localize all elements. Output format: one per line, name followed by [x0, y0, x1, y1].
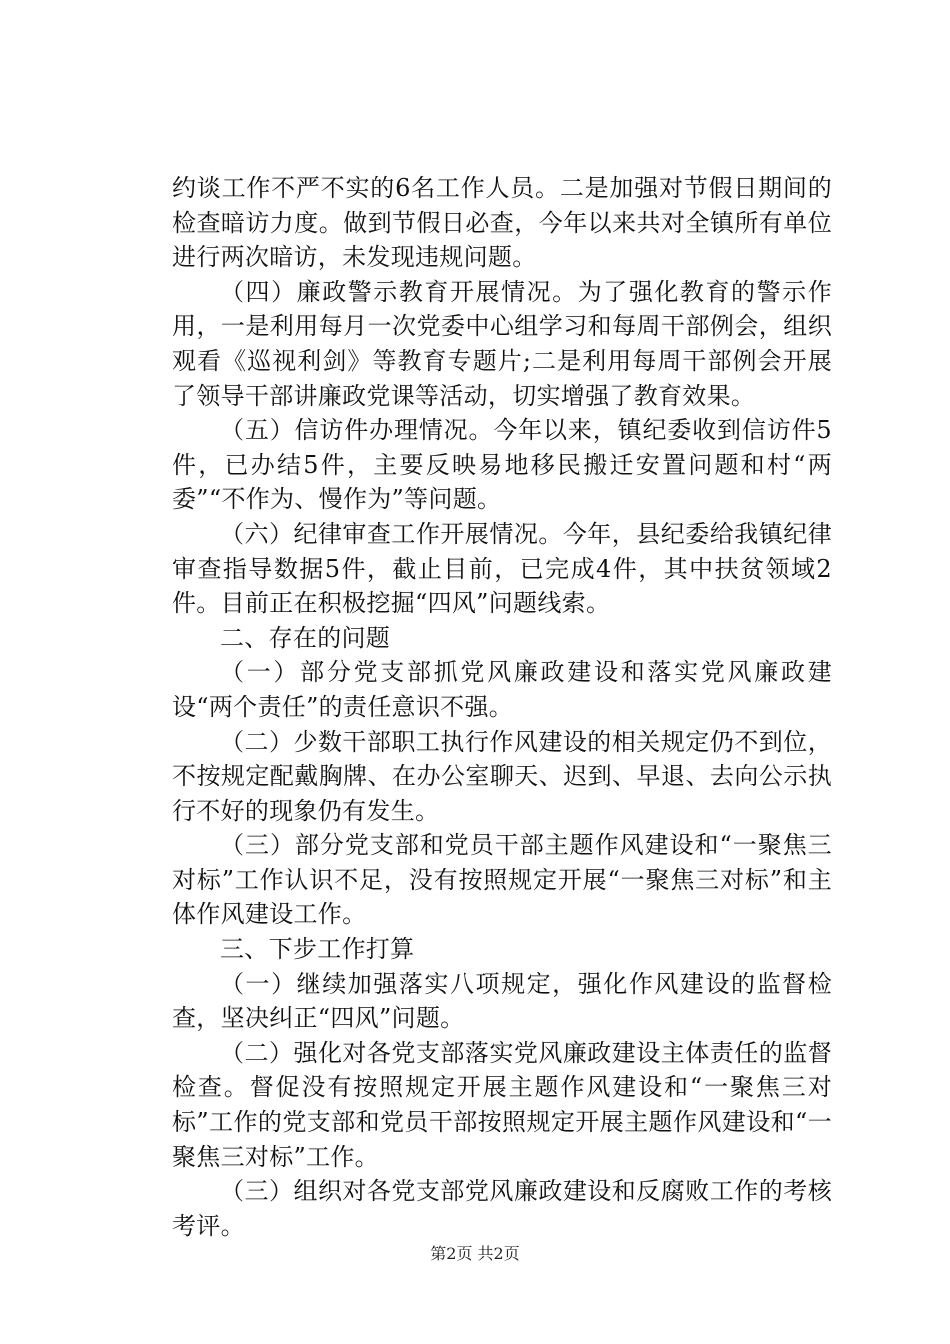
paragraph-discipline-review: （六）纪律审查工作开展情况。今年，县纪委给我镇纪律审查指导数据5件，截止目前，已完成4件，其中扶贫领域2件。目前正在积极挖掘“四风”问题线索。 [172, 519, 832, 618]
paragraph-problem-2: （二）少数干部职工执行作风建设的相关规定仍不到位，不按规定配戴胸牌、在办公室聊天、迟到、早退、去向公示执行不好的现象仍有发生。 [172, 727, 832, 825]
paragraph-next-step-3: （三）组织对各党支部党风廉政建设和反腐败工作的考核考评。 [172, 1177, 832, 1240]
section-heading-next-steps: 三、下步工作打算 [220, 935, 415, 964]
page-number-footer: 第2页 共2页 [430, 1244, 520, 1263]
paragraph-next-step-1: （一）继续加强落实八项规定，强化作风建设的监督检查，坚决纠正“四风”问题。 [172, 969, 832, 1033]
paragraph-continued-interview: 约谈工作不严不实的6名工作人员。二是加强对节假日期间的检查暗访力度。做到节假日必查，今年以来共对全镇所有单位进行两次暗访，未发现违规问题。 [172, 174, 832, 272]
section-heading-problems: 二、存在的问题 [220, 623, 391, 652]
paragraph-petition-handling: （五）信访件办理情况。今年以来，镇纪委收到信访件5件，已办结5件，主要反映易地移民搬迁安置问题和村“两委”“不作为、慢作为”等问题。 [172, 416, 832, 514]
paragraph-problem-3: （三）部分党支部和党员干部主题作风建设和“一聚焦三对标”工作认识不足，没有按照规定开展“一聚焦三对标”和主体作风建设工作。 [172, 831, 832, 929]
document-body [172, 171, 832, 1243]
paragraph-problem-1: （一）部分党支部抓党风廉政建设和落实党风廉政建设“两个责任”的责任意识不强。 [172, 658, 832, 721]
paragraph-next-step-2: （二）强化对各党支部落实党风廉政建设主体责任的监督检查。督促没有按照规定开展主题作风建设和“一聚焦三对标”工作的党支部和党员干部按照规定开展主题作风建设和“一聚焦三对标”工作。 [172, 1038, 832, 1171]
paragraph-warning-education: （四）廉政警示教育开展情况。为了强化教育的警示作用，一是利用每月一次党委中心组学习和每周干部例会，组织观看《巡视利剑》等教育专题片;二是利用每周干部例会开展了领导干部讲廉政党课等活动，切实增强了教育效果。 [172, 277, 832, 410]
